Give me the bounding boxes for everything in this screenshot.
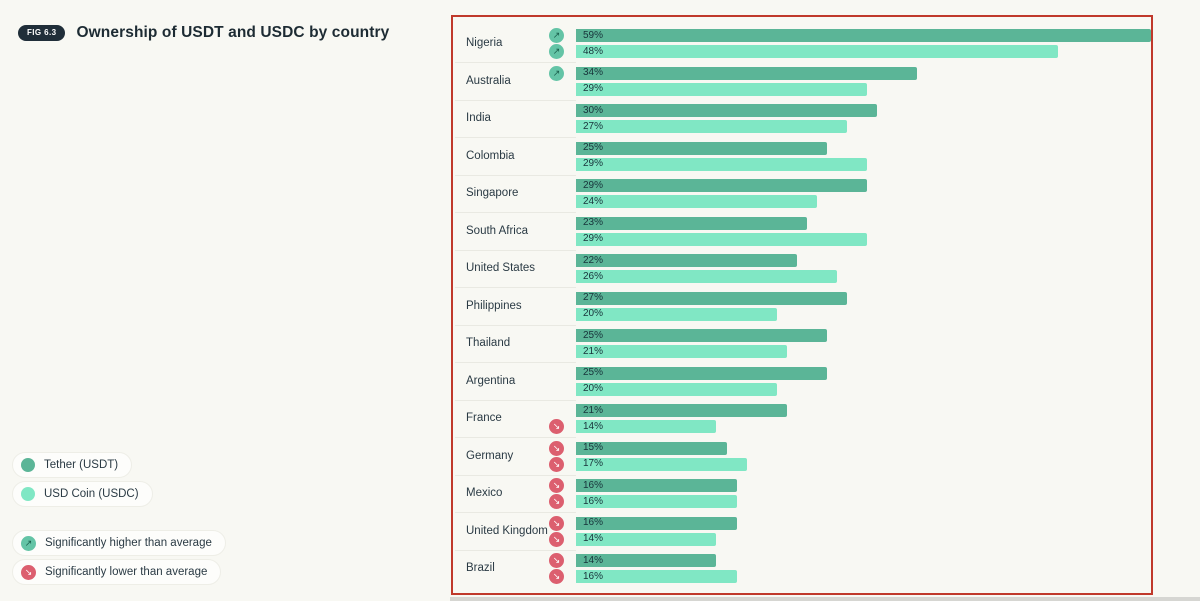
legend-item-label: USD Coin (USDC) (44, 488, 139, 500)
country-label: Australia (466, 74, 511, 87)
bar-value-label: 20% (583, 383, 604, 395)
bar-line-usdc (549, 383, 1151, 396)
country-label: South Africa (466, 224, 529, 237)
page-title: Ownership of USDT and USDC by country (76, 24, 390, 41)
significance-icon-slot (549, 441, 576, 456)
bar-value-label: 20% (583, 308, 604, 320)
figure-number-badge: FIG 6.3 (18, 25, 65, 41)
significance-icon-slot (549, 419, 576, 434)
bar-pair (549, 254, 1151, 283)
bar-line-usdc (549, 45, 1151, 58)
chart-row (453, 250, 1151, 288)
arrow-up-right-icon: ↗ (549, 28, 564, 43)
bar-value-label: 15% (583, 442, 604, 454)
legend-item-label: Significantly higher than average (45, 537, 212, 549)
usdt-bar (576, 179, 867, 192)
legend-series (12, 452, 132, 481)
bar-line-usdt (549, 292, 1151, 305)
arrow-down-right-icon: ↘ (549, 532, 564, 547)
chart-row (453, 513, 1151, 551)
bar-pair (549, 142, 1151, 171)
country-label: Thailand (466, 337, 511, 350)
country-label: Nigeria (466, 37, 503, 50)
usdt-bar (576, 217, 807, 230)
arrow-down-right-icon: ↘ (549, 553, 564, 568)
bar-value-label: 48% (583, 45, 604, 57)
country-label: Colombia (466, 149, 515, 162)
usdc-bar (576, 233, 867, 246)
usdt-bar (576, 142, 827, 155)
bar-value-label: 21% (583, 345, 604, 357)
chart-row (453, 438, 1151, 476)
bar-line-usdt (549, 179, 1151, 192)
bar-pair (549, 104, 1151, 133)
bar-pair (549, 442, 1151, 471)
bar-value-label: 29% (583, 233, 604, 245)
bar-value-label: 22% (583, 254, 604, 266)
chart-row (453, 363, 1151, 401)
legend-item-higher (12, 530, 226, 556)
usdc-bar (576, 495, 737, 508)
significance-icon-slot (549, 44, 576, 59)
arrow-down-right-icon: ↘ (549, 419, 564, 434)
significance-icon-slot (549, 457, 576, 472)
arrow-up-right-icon: ↗ (21, 536, 36, 551)
chart-row (453, 213, 1151, 251)
arrow-down-right-icon: ↘ (549, 569, 564, 584)
country-label: Philippines (466, 299, 522, 312)
bar-value-label: 29% (583, 179, 604, 191)
bar-line-usdc (549, 420, 1151, 433)
usdc-bar (576, 420, 716, 433)
usdc-bar (576, 533, 716, 546)
bar-pair (549, 217, 1151, 246)
figure-header (18, 24, 389, 42)
chart-row (453, 550, 1151, 588)
chart-row (453, 175, 1151, 213)
legend-significance (12, 530, 226, 559)
bar-pair (549, 329, 1151, 358)
bar-line-usdt (549, 142, 1151, 155)
country-label: Brazil (466, 562, 495, 575)
significance-icon-slot (549, 532, 576, 547)
usdt-bar (576, 442, 727, 455)
bar-line-usdc (549, 270, 1151, 283)
bar-pair (549, 67, 1151, 96)
bar-line-usdt (549, 479, 1151, 492)
usdc-bar (576, 570, 737, 583)
bar-value-label: 16% (583, 495, 604, 507)
usdc-bar (576, 45, 1058, 58)
usdc-bar (576, 458, 747, 471)
bar-value-label: 14% (583, 420, 604, 432)
usdc-bar (576, 345, 787, 358)
bar-value-label: 27% (583, 292, 604, 304)
country-label: Mexico (466, 487, 503, 500)
legend-item-label: Tether (USDT) (44, 459, 119, 471)
bar-value-label: 16% (583, 517, 604, 529)
bar-line-usdt (549, 329, 1151, 342)
country-label: United States (466, 262, 536, 275)
bar-value-label: 25% (583, 142, 604, 154)
bar-value-label: 14% (583, 533, 604, 545)
usdc-bar (576, 120, 847, 133)
bar-value-label: 30% (583, 104, 604, 116)
chart-row (453, 325, 1151, 363)
bar-value-label: 17% (583, 458, 604, 470)
usdt-bar (576, 292, 847, 305)
arrow-up-right-icon: ↗ (549, 66, 564, 81)
usdt-bar (576, 404, 787, 417)
bar-line-usdc (549, 570, 1151, 583)
bar-value-label: 26% (583, 270, 604, 282)
legend-item-lower (12, 559, 221, 585)
chart-row (453, 25, 1151, 63)
bar-pair (549, 367, 1151, 396)
bar-line-usdc (549, 308, 1151, 321)
usdc-bar (576, 195, 817, 208)
usdc-color-swatch (21, 487, 35, 501)
usdt-bar (576, 254, 797, 267)
bar-line-usdc (549, 233, 1151, 246)
usdt-bar (576, 329, 827, 342)
usdt-bar (576, 367, 827, 380)
bar-line-usdt (549, 442, 1151, 455)
bar-line-usdt (549, 104, 1151, 117)
legend-item-label: Significantly lower than average (45, 566, 208, 578)
bar-value-label: 27% (583, 120, 604, 132)
bar-value-label: 14% (583, 554, 604, 566)
bar-line-usdt (549, 254, 1151, 267)
usdc-bar (576, 83, 867, 96)
country-label: France (466, 412, 502, 425)
significance-icon-slot (549, 66, 576, 81)
chart-highlight-frame (451, 15, 1153, 595)
bar-line-usdt (549, 517, 1151, 530)
chart-row (453, 288, 1151, 326)
bar-line-usdc (549, 345, 1151, 358)
country-label: Singapore (466, 187, 519, 200)
bar-value-label: 23% (583, 217, 604, 229)
significance-icon-slot (549, 553, 576, 568)
chart-row (453, 63, 1151, 101)
usdt-bar (576, 517, 737, 530)
bar-line-usdc (549, 458, 1151, 471)
arrow-down-right-icon: ↘ (549, 494, 564, 509)
legend-item-usdt (12, 452, 132, 478)
chart-row (453, 400, 1151, 438)
bar-line-usdc (549, 533, 1151, 546)
bar-line-usdt (549, 367, 1151, 380)
country-label: Argentina (466, 374, 516, 387)
chart-rows (453, 25, 1151, 593)
country-label: United Kingdom (466, 524, 548, 537)
bar-pair (549, 517, 1151, 546)
significance-icon-slot (549, 478, 576, 493)
bar-line-usdc (549, 158, 1151, 171)
bar-line-usdt (549, 404, 1151, 417)
usdc-bar (576, 270, 837, 283)
chart-row (453, 138, 1151, 176)
bar-line-usdt (549, 554, 1151, 567)
usdc-bar (576, 158, 867, 171)
arrow-down-right-icon: ↘ (549, 516, 564, 531)
legend-series (12, 481, 153, 510)
bar-line-usdc (549, 120, 1151, 133)
usdt-bar (576, 554, 716, 567)
legend-significance (12, 559, 221, 588)
usdc-bar (576, 308, 777, 321)
legend-item-usdc (12, 481, 153, 507)
page-bottom-edge (450, 597, 1200, 601)
bar-pair (549, 29, 1151, 58)
bar-pair (549, 479, 1151, 508)
chart-row (453, 475, 1151, 513)
bar-pair (549, 292, 1151, 321)
bar-value-label: 34% (583, 67, 604, 79)
bar-line-usdc (549, 495, 1151, 508)
bar-value-label: 25% (583, 329, 604, 341)
usdt-bar (576, 479, 737, 492)
bar-value-label: 21% (583, 404, 604, 416)
bar-line-usdt (549, 217, 1151, 230)
bar-value-label: 29% (583, 83, 604, 95)
significance-icon-slot (549, 569, 576, 584)
bar-value-label: 24% (583, 195, 604, 207)
usdt-bar (576, 29, 1151, 42)
arrow-down-right-icon: ↘ (549, 478, 564, 493)
bar-value-label: 25% (583, 367, 604, 379)
bar-line-usdt (549, 29, 1151, 42)
usdt-color-swatch (21, 458, 35, 472)
country-label: Germany (466, 449, 514, 462)
arrow-down-right-icon: ↘ (21, 565, 36, 580)
bar-pair (549, 404, 1151, 433)
arrow-up-right-icon: ↗ (549, 44, 564, 59)
chart-row (453, 100, 1151, 138)
bar-value-label: 16% (583, 479, 604, 491)
arrow-down-right-icon: ↘ (549, 457, 564, 472)
bar-line-usdt (549, 67, 1151, 80)
bar-pair (549, 179, 1151, 208)
bar-value-label: 59% (583, 29, 604, 41)
significance-icon-slot (549, 494, 576, 509)
country-label: India (466, 112, 491, 125)
usdt-bar (576, 67, 917, 80)
bar-value-label: 16% (583, 570, 604, 582)
arrow-down-right-icon: ↘ (549, 441, 564, 456)
usdt-bar (576, 104, 877, 117)
bar-line-usdc (549, 83, 1151, 96)
bar-line-usdc (549, 195, 1151, 208)
usdc-bar (576, 383, 777, 396)
bar-pair (549, 554, 1151, 583)
bar-value-label: 29% (583, 158, 604, 170)
significance-icon-slot (549, 516, 576, 531)
significance-icon-slot (549, 28, 576, 43)
